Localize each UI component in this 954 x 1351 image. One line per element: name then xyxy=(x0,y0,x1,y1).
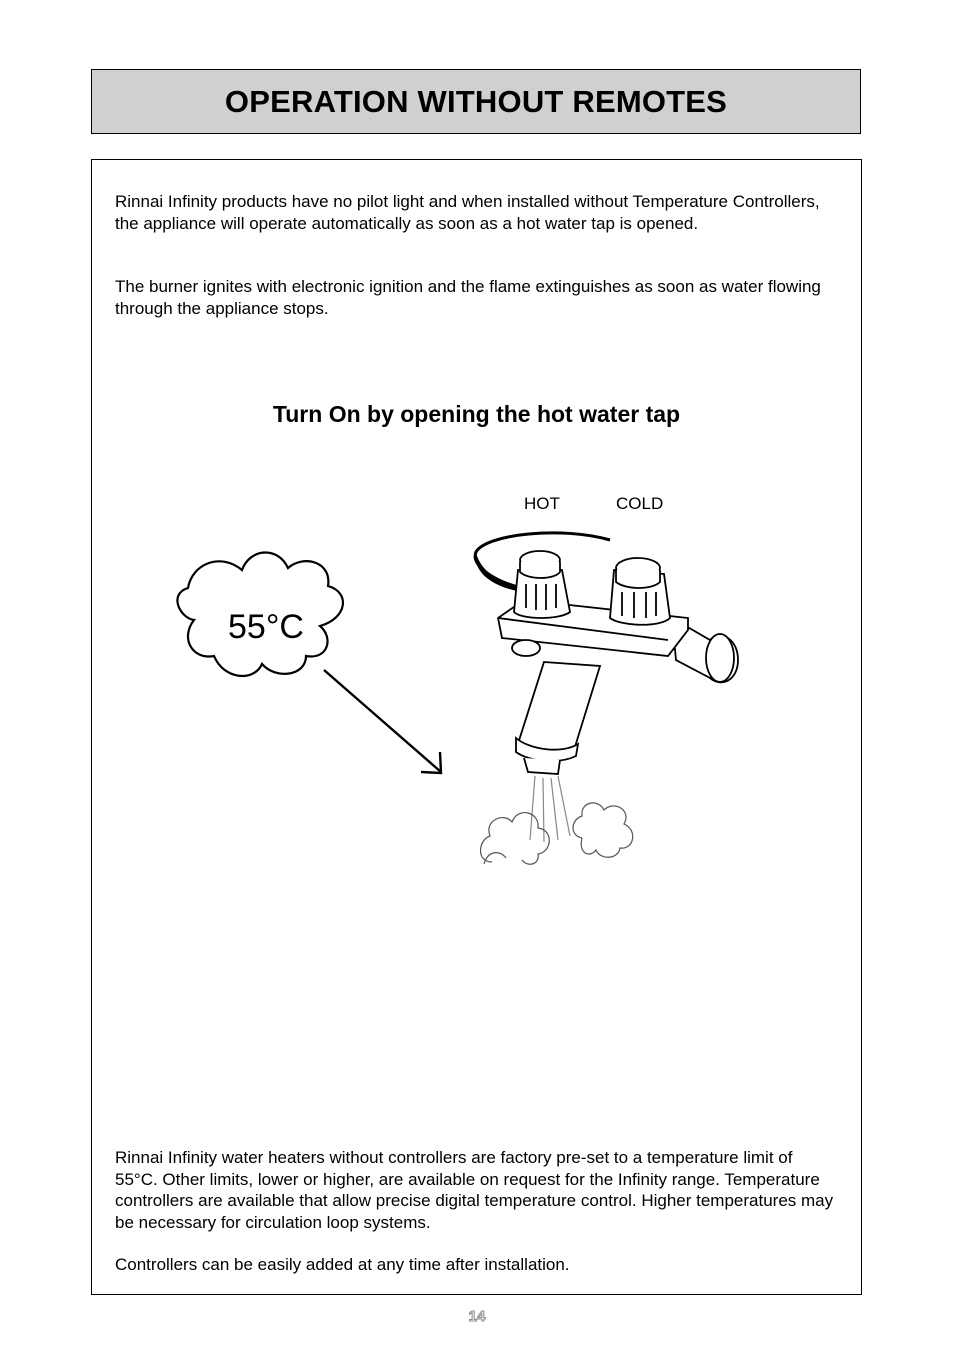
illustration-heading: Turn On by opening the hot water tap xyxy=(272,401,681,427)
title-banner xyxy=(91,69,861,134)
tap-illustration xyxy=(92,160,860,880)
intro-paragraph-1: Rinnai Infinity products have no pilot light and when installed without Temperature Controllers, the appliance will operate automatically as soon as a hot water tap is opened. xyxy=(115,192,820,233)
cold-label: COLD xyxy=(616,494,664,513)
faucet-icon xyxy=(498,551,738,774)
page-number: 14 xyxy=(468,1308,486,1325)
controllers-paragraph: Controllers can be easily added at any time after installation. xyxy=(115,1255,570,1274)
page-title: OPERATION WITHOUT REMOTES xyxy=(224,83,728,119)
temperature-value: 55°C xyxy=(228,608,304,646)
steam-cloud xyxy=(481,803,633,864)
hot-label: HOT xyxy=(524,494,560,513)
temperature-cloud xyxy=(177,552,343,676)
preset-paragraph: Rinnai Infinity water heaters without controllers are factory pre-set to a temperature limit of 55°C. Other limits, lower or higher, are available on request for the Infinity range. Temperature controllers are available that allow precise digital temperature control. Higher temperatures may be necessary for circulation loop systems. xyxy=(115,1148,834,1232)
water-stream xyxy=(530,776,570,842)
pointer-arrow xyxy=(324,670,441,773)
content-panel xyxy=(91,159,862,1295)
intro-paragraph-2: The burner ignites with electronic ignition and the flame extinguishes as soon as water flowing through the appliance stops. xyxy=(115,277,821,318)
